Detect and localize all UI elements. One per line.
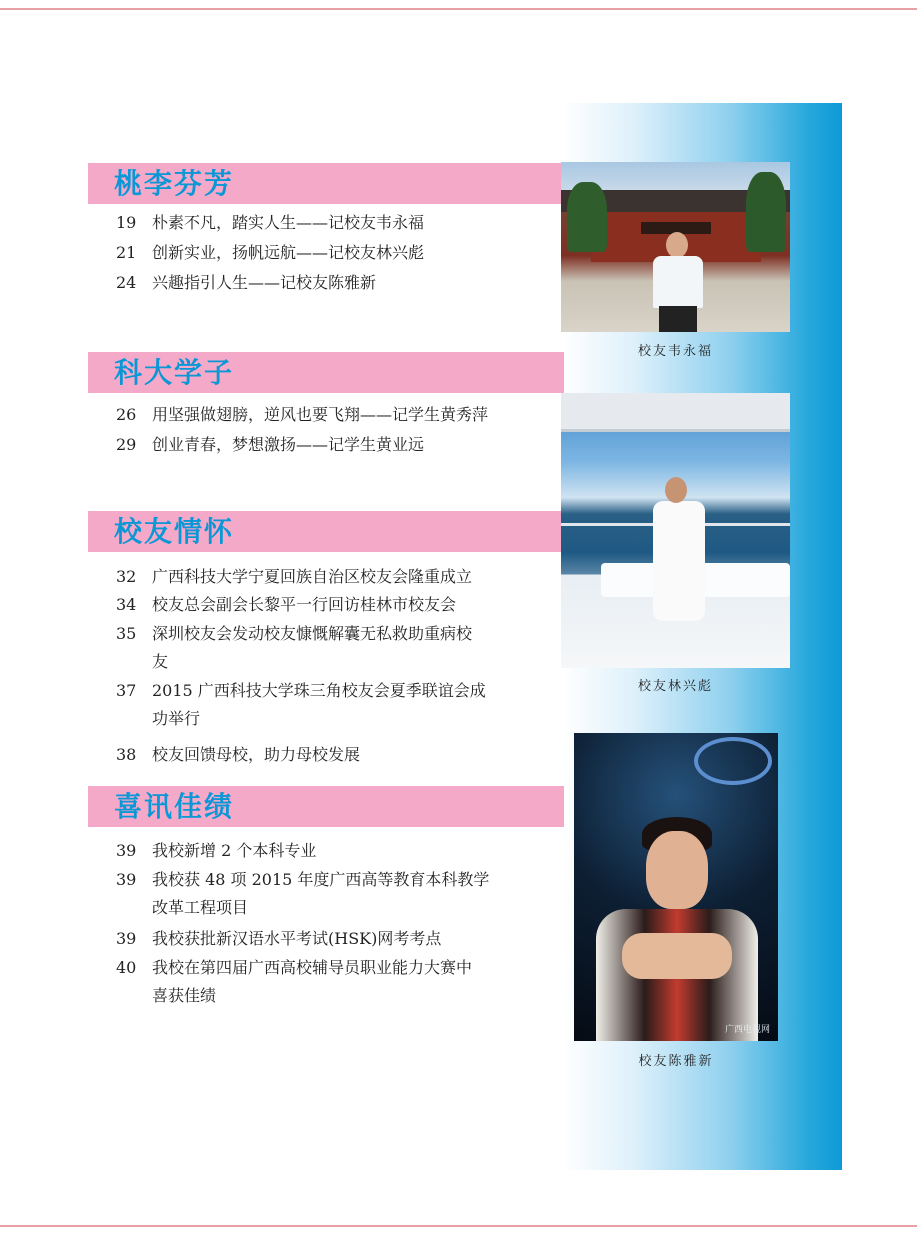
page-number: 37 xyxy=(116,681,137,700)
page-number: 35 xyxy=(116,624,137,643)
page-number: 19 xyxy=(116,213,137,232)
entry-title: 2015 广西科技大学珠三角校友会夏季联谊会成 xyxy=(152,681,486,700)
entry-title: 我校获 48 项 2015 年度广西高等教育本科教学 xyxy=(152,870,490,889)
person-hands xyxy=(622,933,732,979)
entry-title: 朴素不凡，踏实人生——记校友韦永福 xyxy=(152,213,425,232)
person-legs xyxy=(659,306,697,332)
tree-shape xyxy=(746,172,786,252)
section-title: 桃李芬芳 xyxy=(114,167,235,200)
page-number: 29 xyxy=(116,435,137,454)
entry-title: 兴趣指引人生——记校友陈雅新 xyxy=(152,273,377,292)
page-number: 32 xyxy=(116,567,137,586)
entry-title-continued: 改革工程项目 xyxy=(152,898,249,917)
tv-watermark: 广西电视网 xyxy=(724,1025,770,1035)
entry-title: 我校获批新汉语水平考试(HSK)网考考点 xyxy=(152,929,442,948)
entry-title: 校友回馈母校，助力母校发展 xyxy=(152,745,361,764)
person-body xyxy=(653,256,703,308)
section-title: 科大学子 xyxy=(114,356,235,389)
page-number: 26 xyxy=(116,405,137,424)
person-head xyxy=(666,232,688,258)
entry-title: 校友总会副会长黎平一行回访桂林市校友会 xyxy=(152,595,457,614)
page-number: 21 xyxy=(116,243,137,262)
photo-alumnus-building xyxy=(561,162,790,332)
page-number: 24 xyxy=(116,273,137,292)
page-number: 38 xyxy=(116,745,137,764)
page-number: 39 xyxy=(116,929,137,948)
entry-title: 深圳校友会发动校友慷慨解囊无私救助重病校 xyxy=(152,624,473,643)
page-number: 39 xyxy=(116,870,137,889)
entry-title: 我校新增 2 个本科专业 xyxy=(152,841,317,860)
section-title: 喜讯佳绩 xyxy=(114,790,235,823)
photo-caption: 校友林兴彪 xyxy=(637,679,713,694)
section-header-1 xyxy=(88,163,564,204)
person-body xyxy=(653,501,705,621)
section-header-4 xyxy=(88,786,564,827)
entry-title: 我校在第四届广西高校辅导员职业能力大赛中 xyxy=(152,958,473,977)
section-header-2 xyxy=(88,352,564,393)
entry-title-continued: 功举行 xyxy=(152,709,201,728)
entry-title-continued: 友 xyxy=(152,652,169,671)
stage-logo-shape xyxy=(694,737,772,785)
entry-title-continued: 喜获佳绩 xyxy=(152,986,217,1005)
top-rule xyxy=(0,8,917,10)
page-number: 34 xyxy=(116,595,137,614)
photo-alumnus-stage xyxy=(574,733,778,1041)
section-title: 校友情怀 xyxy=(114,515,235,548)
page-number: 39 xyxy=(116,841,137,860)
photo-alumnus-yacht xyxy=(561,393,790,668)
person-head xyxy=(665,477,687,503)
tree-shape xyxy=(567,182,607,252)
entry-title: 广西科技大学宁夏回族自治区校友会隆重成立 xyxy=(152,567,473,586)
entry-title: 创业青春，梦想激扬——记学生黄业远 xyxy=(152,435,425,454)
canopy-shape xyxy=(561,393,790,432)
photo-caption: 校友陈雅新 xyxy=(638,1054,714,1069)
page-number: 40 xyxy=(116,958,137,977)
entry-title: 用坚强做翅膀，逆风也要飞翔——记学生黄秀萍 xyxy=(152,405,489,424)
person-face xyxy=(646,831,708,909)
bottom-rule xyxy=(0,1225,917,1227)
entry-title: 创新实业，扬帆远航——记校友林兴彪 xyxy=(152,243,425,262)
section-header-3 xyxy=(88,511,564,552)
photo-caption: 校友韦永福 xyxy=(637,344,713,359)
